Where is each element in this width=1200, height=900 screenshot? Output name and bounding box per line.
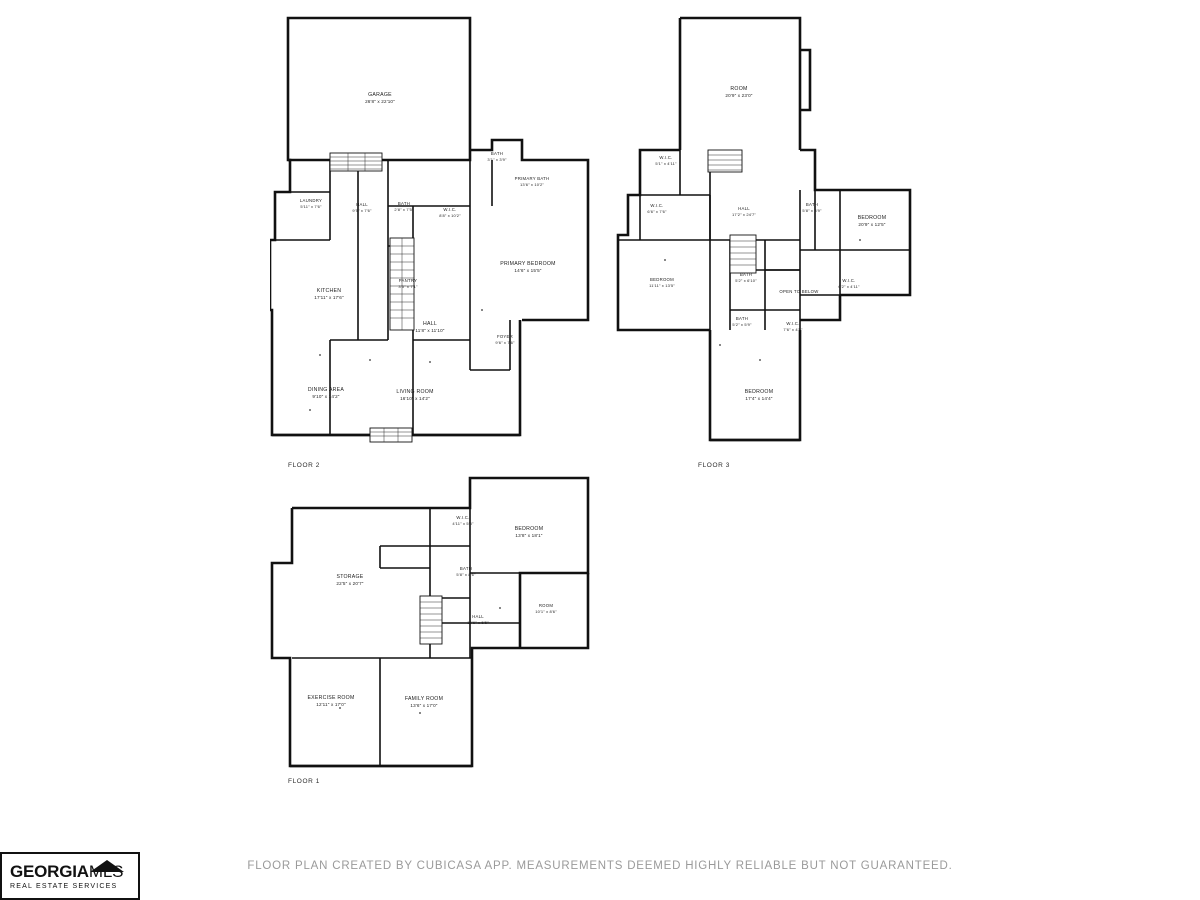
svg-text:BEDROOM: BEDROOM [514,526,544,532]
svg-text:8'8" x 10'2": 8'8" x 10'2" [439,213,461,218]
svg-text:BEDROOM: BEDROOM [857,215,887,221]
svg-text:17'2" x 24'7": 17'2" x 24'7" [732,212,756,217]
svg-text:5'8" x 8'9": 5'8" x 8'9" [802,208,822,213]
svg-text:5'8" x 8'6": 5'8" x 8'6" [456,572,476,577]
svg-text:DINING AREA: DINING AREA [307,387,345,393]
svg-text:BEDROOM: BEDROOM [650,277,674,282]
logo-brand-light: MLS [88,861,124,881]
svg-text:3'1" x 3'9": 3'1" x 3'9" [487,157,507,162]
svg-text:13'8" x 18'1": 13'8" x 18'1" [515,533,543,538]
floor-label-3: FLOOR 3 [698,462,731,469]
svg-text:13'6" x 10'2": 13'6" x 10'2" [520,182,544,187]
logo-brand-bold: GEORGIA [10,861,89,881]
svg-text:11'8" x 11'10": 11'8" x 11'10" [415,328,445,333]
svg-text:KITCHEN: KITCHEN [316,288,342,294]
svg-text:6'2" x 4'11": 6'2" x 4'11" [838,284,860,289]
svg-text:17'11" x 17'6": 17'11" x 17'6" [314,295,344,300]
svg-text:EXERCISE ROOM: EXERCISE ROOM [307,695,355,701]
georgia-mls-logo [0,852,140,900]
svg-text:5'2" x 6'10": 5'2" x 6'10" [735,278,757,283]
svg-text:10'6" x 5'5": 10'6" x 5'5" [467,620,489,625]
svg-text:PRIMARY BEDROOM: PRIMARY BEDROOM [500,261,556,267]
svg-text:STORAGE: STORAGE [336,574,364,580]
svg-text:11'11" x 13'5": 11'11" x 13'5" [649,283,675,288]
svg-text:GARAGE: GARAGE [368,92,392,98]
svg-text:ROOM: ROOM [538,603,554,608]
svg-text:ROOM: ROOM [730,86,748,92]
svg-text:BATH: BATH [459,566,473,571]
svg-text:7'6" x 4'5": 7'6" x 4'5" [783,327,803,332]
svg-text:12'11" x 17'0": 12'11" x 17'0" [316,702,346,707]
svg-text:2'8" x 7'5": 2'8" x 7'5" [394,207,414,212]
floor-label-1: FLOOR 1 [288,778,321,785]
floor-plan-floor-1 [270,468,600,785]
floor-plan-floor-3 [610,10,940,469]
svg-text:W.I.C.: W.I.C. [650,203,664,208]
svg-text:5'11" x 7'6": 5'11" x 7'6" [300,204,322,209]
svg-text:3'5" x 7'1": 3'5" x 7'1" [398,284,418,289]
svg-text:HALL: HALL [472,614,484,619]
svg-text:16'10" x 14'2": 16'10" x 14'2" [400,396,430,401]
svg-text:W.I.C.: W.I.C. [659,155,673,160]
svg-text:22'5" x 20'7": 22'5" x 20'7" [336,581,364,586]
svg-text:5'1" x 4'11": 5'1" x 4'11" [655,161,677,166]
room-labels-floor-3 [647,86,886,401]
svg-text:5'2" x 5'9": 5'2" x 5'9" [732,322,752,327]
svg-text:9'6" x 7'6": 9'6" x 7'6" [495,340,515,345]
svg-text:BEDROOM: BEDROOM [744,389,774,395]
svg-text:14'6" x 15'5": 14'6" x 15'5" [514,268,542,273]
house-roof-icon [90,860,124,872]
svg-text:4'11" x 5'5": 4'11" x 5'5" [452,521,474,526]
svg-text:BATH: BATH [735,316,749,321]
svg-text:9'5" x 7'6": 9'5" x 7'6" [352,208,372,213]
svg-text:6'6" x 7'6": 6'6" x 7'6" [647,209,667,214]
room-labels-floor-2 [300,92,556,401]
floor-plan-floor-2 [270,10,600,469]
svg-text:HALL: HALL [423,321,437,327]
svg-text:BATH: BATH [397,201,411,206]
svg-text:17'4" x 14'4": 17'4" x 14'4" [745,396,773,401]
svg-text:9'10" x 14'2": 9'10" x 14'2" [312,394,340,399]
logo-tagline: REAL ESTATE SERVICES [10,882,118,890]
svg-text:W.I.C.: W.I.C. [443,207,457,212]
disclaimer-text: FLOOR PLAN CREATED BY CUBICASA APP. MEASUREMENTS DEEMED HIGHLY RELIABLE BUT NOT GUARANTEED. [247,860,953,872]
svg-text:20'9" x 23'0": 20'9" x 23'0" [725,93,753,98]
svg-text:W.I.C.: W.I.C. [842,278,856,283]
svg-text:HALL: HALL [738,206,750,211]
svg-text:BATH: BATH [739,272,753,277]
svg-text:W.I.C.: W.I.C. [456,515,470,520]
svg-text:W.I.C.: W.I.C. [786,321,800,326]
svg-text:13'6" x 17'0": 13'6" x 17'0" [410,703,438,708]
svg-text:PANTRY: PANTRY [398,278,418,283]
svg-text:BATH: BATH [805,202,819,207]
svg-text:10'1" x 8'6": 10'1" x 8'6" [535,609,557,614]
svg-text:FAMILY ROOM: FAMILY ROOM [404,696,444,702]
svg-text:26'8" x 22'10": 26'8" x 22'10" [365,99,395,104]
svg-text:PRIMARY BATH: PRIMARY BATH [514,176,550,181]
svg-text:20'9" x 12'5": 20'9" x 12'5" [858,222,886,227]
svg-text:BATH: BATH [490,151,504,156]
svg-text:HALL: HALL [356,202,368,207]
svg-text:FOYER: FOYER [496,334,514,339]
svg-text:LIVING ROOM: LIVING ROOM [396,389,434,395]
svg-text:LAUNDRY: LAUNDRY [299,198,323,203]
svg-text:OPEN TO BELOW: OPEN TO BELOW [779,289,819,294]
floor-label-2: FLOOR 2 [288,462,321,469]
